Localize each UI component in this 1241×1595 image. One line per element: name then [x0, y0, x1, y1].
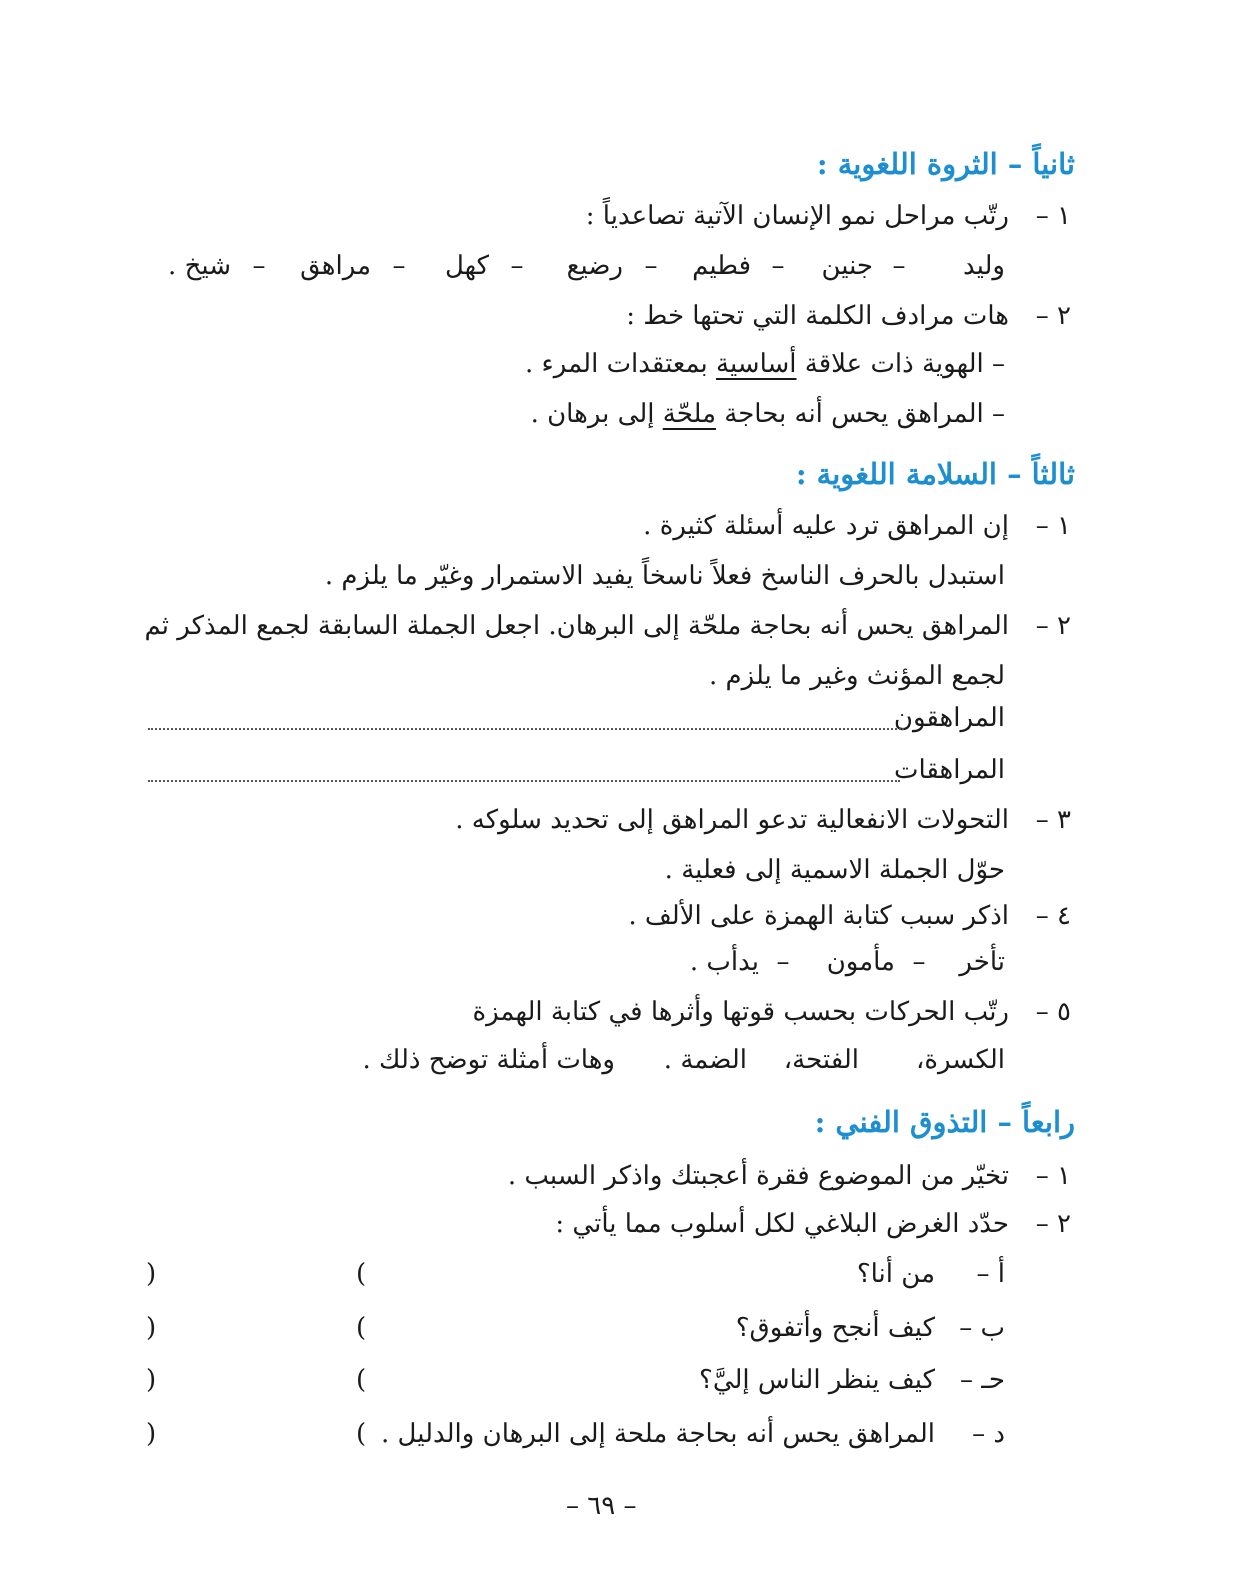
- question-text: المراهق يحس أنه بحاجة ملحّة إلى البرهان. اجعل الجملة السابقة لجمع المذكر ثم: [144, 611, 1009, 641]
- question-number: ١ –: [1035, 1161, 1071, 1191]
- sentence-part: – المراهق يحس أنه بحاجة: [716, 399, 1005, 429]
- list-separator: –: [392, 251, 406, 281]
- underlined-word: ملحّة: [662, 399, 717, 429]
- sentence-part: بمعتقدات المرء .: [525, 349, 716, 379]
- answer-label: المراهقات: [893, 755, 1005, 785]
- list-item: الفتحة،: [783, 1045, 859, 1075]
- question-number: ١ –: [1035, 511, 1071, 541]
- question-task: استبدل بالحرف الناسخ فعلاً ناسخاً يفيد الاستمرار وغيّر ما يلزم .: [324, 561, 1005, 591]
- list-item: الضمة .: [663, 1045, 747, 1075]
- list-item: تأخر: [959, 947, 1005, 977]
- answer-paren-close: ): [146, 1419, 157, 1449]
- section-heading-appreciation: رابعاً – التذوق الفني :: [814, 1105, 1075, 1139]
- list-item: جنين: [821, 251, 873, 281]
- item-label: ب –: [959, 1313, 1005, 1343]
- question-text: هات مرادف الكلمة التي تحتها خط :: [626, 301, 1009, 331]
- underlined-word: أساسية: [716, 349, 797, 379]
- list-separator: –: [252, 251, 266, 281]
- list-item: يدأب .: [689, 947, 759, 977]
- item-text: كيف أنجح وأتفوق؟: [735, 1313, 935, 1343]
- list-item: مأمون: [826, 947, 895, 977]
- answer-paren-open: (: [356, 1313, 367, 1343]
- vowel-marks: [363, 1042, 1005, 1078]
- question-task: حوّل الجملة الاسمية إلى فعلية .: [664, 855, 1005, 885]
- sentence-with-underline: [531, 396, 1005, 432]
- sentence-part: إلى برهان .: [530, 399, 663, 429]
- list-separator: –: [776, 947, 790, 977]
- list-item: الكسرة،: [915, 1045, 1005, 1075]
- item-label: أ –: [976, 1259, 1005, 1289]
- answer-line[interactable]: [148, 728, 904, 730]
- list-separator: –: [771, 251, 785, 281]
- section-heading-grammar: ثالثاً – السلامة اللغوية :: [795, 457, 1075, 491]
- stages-list: [165, 248, 1005, 284]
- list-item: شيخ .: [168, 251, 231, 281]
- answer-paren-open: (: [356, 1259, 367, 1289]
- question-text: إن المراهق ترد عليه أسئلة كثيرة .: [643, 511, 1009, 541]
- answer-paren-open: (: [356, 1419, 367, 1449]
- list-item: رضيع: [566, 251, 623, 281]
- question-text: اذكر سبب كتابة الهمزة على الألف .: [628, 901, 1009, 931]
- list-separator: –: [510, 251, 524, 281]
- item-label: حـ –: [960, 1365, 1005, 1395]
- question-number: ٢ –: [1035, 611, 1071, 641]
- question-text: رتّب مراحل نمو الإنسان الآتية تصاعدياً :: [585, 201, 1009, 231]
- section-heading-vocabulary: ثانياً – الثروة اللغوية :: [816, 147, 1075, 181]
- list-item: مراهق: [300, 251, 371, 281]
- question-number: ١ –: [1035, 201, 1071, 231]
- question-text: تخيّر من الموضوع فقرة أعجبتك واذكر السبب .: [507, 1161, 1009, 1191]
- answer-label: المراهقون: [893, 703, 1005, 733]
- hamza-words: [679, 944, 1005, 980]
- question-text: رتّب الحركات بحسب قوتها وأثرها في كتابة الهمزة: [472, 997, 1009, 1027]
- answer-line[interactable]: [148, 780, 900, 782]
- answer-paren-close: ): [146, 1365, 157, 1395]
- question-number: ٣ –: [1035, 805, 1071, 835]
- question-text: التحولات الانفعالية تدعو المراهق إلى تحديد سلوكه .: [455, 805, 1009, 835]
- page-number: – ٦٩ –: [566, 1491, 637, 1521]
- item-text: المراهق يحس أنه بحاجة ملحة إلى البرهان والدليل .: [381, 1419, 935, 1449]
- question-number: ٢ –: [1035, 301, 1071, 331]
- question-number: ٥ –: [1035, 997, 1071, 1027]
- list-item: كهل: [444, 251, 489, 281]
- answer-paren-open: (: [356, 1365, 367, 1395]
- question-number: ٤ –: [1035, 901, 1071, 931]
- item-label: د –: [972, 1419, 1005, 1449]
- sentence-part: – الهوية ذات علاقة: [796, 349, 1005, 379]
- question-number: ٢ –: [1035, 1209, 1071, 1239]
- list-item: وليد: [963, 251, 1005, 281]
- question-text: حدّد الغرض البلاغي لكل أسلوب مما يأتي :: [555, 1209, 1009, 1239]
- list-item: فطيم: [692, 251, 751, 281]
- item-text: من أنا؟: [856, 1259, 935, 1289]
- question-text-continued: لجمع المؤنث وغير ما يلزم .: [708, 661, 1005, 691]
- answer-paren-close: ): [146, 1313, 157, 1343]
- list-separator: –: [892, 251, 906, 281]
- list-separator: –: [912, 947, 926, 977]
- list-item: وهات أمثلة توضح ذلك .: [362, 1045, 615, 1075]
- list-separator: –: [644, 251, 658, 281]
- item-text: كيف ينظر الناس إليَّ؟: [699, 1365, 935, 1395]
- sentence-with-underline: [525, 346, 1005, 382]
- answer-paren-close: ): [146, 1259, 157, 1289]
